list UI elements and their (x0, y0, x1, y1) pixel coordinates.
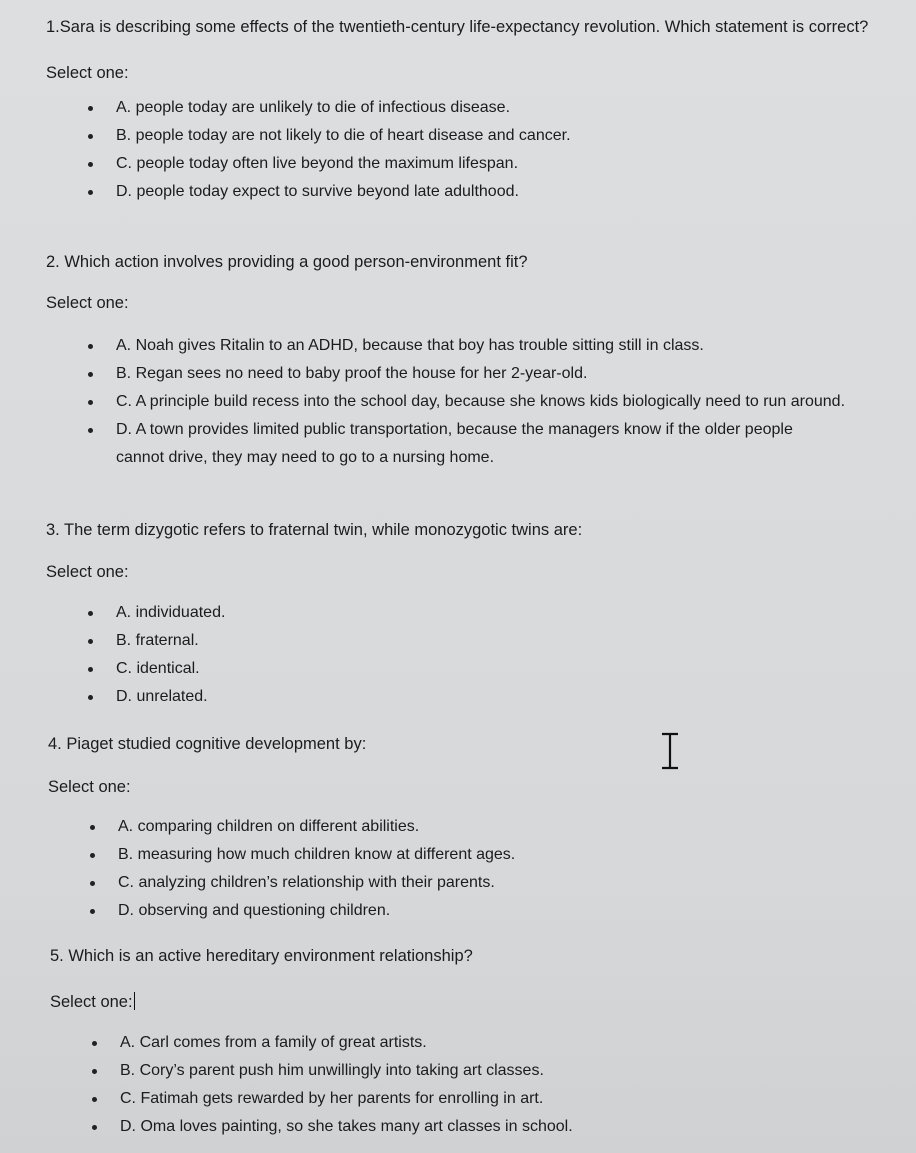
option-label: D. A town provides limited public transportation, because the managers know if the older people cannot drive, they may need to go to a nursing home. (116, 421, 793, 466)
bullet-icon (88, 106, 93, 111)
option-label: C. A principle build recess into the school day, because she knows kids biologically need to run around. (116, 393, 846, 410)
question-1-text: 1.Sara is describing some effects of the twentieth-century life-expectancy revolution. Which statement is correct? (46, 18, 869, 36)
question-3-option-d[interactable] (46, 683, 906, 711)
question-3-text: 3. The term dizygotic refers to fraternal twin, while monozygotic twins are: (46, 521, 583, 539)
bullet-icon (92, 1041, 97, 1046)
option-label: A. individuated. (116, 604, 226, 621)
question-1-option-d[interactable] (46, 178, 906, 206)
option-label: D. people today expect to survive beyond late adulthood. (116, 183, 519, 200)
question-1-option-a[interactable] (46, 94, 906, 122)
option-label: B. Regan sees no need to baby proof the house for her 2-year-old. (116, 365, 588, 382)
option-label: A. comparing children on different abilities. (118, 818, 420, 835)
question-1 (46, 16, 906, 206)
bullet-icon (88, 344, 93, 349)
bullet-icon (90, 909, 95, 914)
option-label: B. people today are not likely to die of heart disease and cancer. (116, 127, 571, 144)
question-5-select-label: Select one: (50, 993, 133, 1011)
question-5 (50, 945, 906, 1141)
question-4-option-d[interactable] (48, 897, 906, 925)
bullet-icon (88, 400, 93, 405)
question-5-option-c[interactable] (50, 1085, 906, 1113)
option-label: A. people today are unlikely to die of infectious disease. (116, 99, 511, 116)
text-caret-icon (134, 992, 136, 1010)
question-2-options (46, 332, 866, 472)
question-2-option-b[interactable] (46, 360, 866, 388)
option-label: B. measuring how much children know at different ages. (118, 846, 516, 863)
option-label: D. unrelated. (116, 688, 208, 705)
question-2-option-a[interactable] (46, 332, 866, 360)
bullet-icon (88, 162, 93, 167)
question-2 (46, 251, 906, 472)
option-label: B. Cory’s parent push him unwillingly into taking art classes. (120, 1062, 544, 1079)
question-4-select-label: Select one: (48, 778, 131, 796)
question-3-select-label: Select one: (46, 563, 129, 581)
bullet-icon (92, 1069, 97, 1074)
question-5-option-b[interactable] (50, 1057, 906, 1085)
question-5-option-d[interactable] (50, 1113, 906, 1141)
option-label: A. Noah gives Ritalin to an ADHD, because that boy has trouble sitting still in class. (116, 337, 704, 354)
question-2-option-c[interactable] (46, 388, 866, 416)
question-5-option-a[interactable] (50, 1029, 906, 1057)
bullet-icon (88, 428, 93, 433)
question-5-select-row[interactable] (50, 991, 906, 1013)
bullet-icon (90, 881, 95, 886)
question-1-option-c[interactable] (46, 150, 906, 178)
bullet-icon (88, 372, 93, 377)
question-3-options (46, 599, 906, 711)
option-label: C. Fatimah gets rewarded by her parents for enrolling in art. (120, 1090, 544, 1107)
bullet-icon (88, 611, 93, 616)
option-label: D. Oma loves painting, so she takes many art classes in school. (120, 1118, 573, 1135)
question-4-options (48, 813, 906, 925)
text-ibeam-cursor-icon (658, 732, 682, 770)
question-4-option-c[interactable] (48, 869, 906, 897)
question-5-text: 5. Which is an active hereditary environment relationship? (50, 947, 473, 965)
bullet-icon (88, 134, 93, 139)
bullet-icon (88, 695, 93, 700)
question-1-options (46, 94, 906, 206)
bullet-icon (90, 825, 95, 830)
option-label: C. identical. (116, 660, 200, 677)
question-5-options (50, 1029, 906, 1141)
question-2-text: 2. Which action involves providing a good person-environment fit? (46, 253, 528, 271)
question-4-text: 4. Piaget studied cognitive development by: (48, 735, 367, 753)
question-1-option-b[interactable] (46, 122, 906, 150)
question-2-select-label: Select one: (46, 294, 129, 312)
option-label: C. analyzing children’s relationship with their parents. (118, 874, 495, 891)
bullet-icon (90, 853, 95, 858)
bullet-icon (88, 639, 93, 644)
question-4-option-b[interactable] (48, 841, 906, 869)
bullet-icon (92, 1125, 97, 1130)
bullet-icon (88, 190, 93, 195)
question-3-option-c[interactable] (46, 655, 906, 683)
question-1-select-label: Select one: (46, 64, 129, 82)
question-3 (46, 519, 906, 711)
option-label: A. Carl comes from a family of great artists. (120, 1034, 427, 1051)
question-4-option-a[interactable] (48, 813, 906, 841)
bullet-icon (88, 667, 93, 672)
question-4 (48, 733, 906, 925)
question-3-option-b[interactable] (46, 627, 906, 655)
option-label: B. fraternal. (116, 632, 199, 649)
option-label: C. people today often live beyond the maximum lifespan. (116, 155, 519, 172)
question-3-option-a[interactable] (46, 599, 906, 627)
bullet-icon (92, 1097, 97, 1102)
option-label: D. observing and questioning children. (118, 902, 391, 919)
question-2-option-d[interactable] (46, 416, 866, 472)
